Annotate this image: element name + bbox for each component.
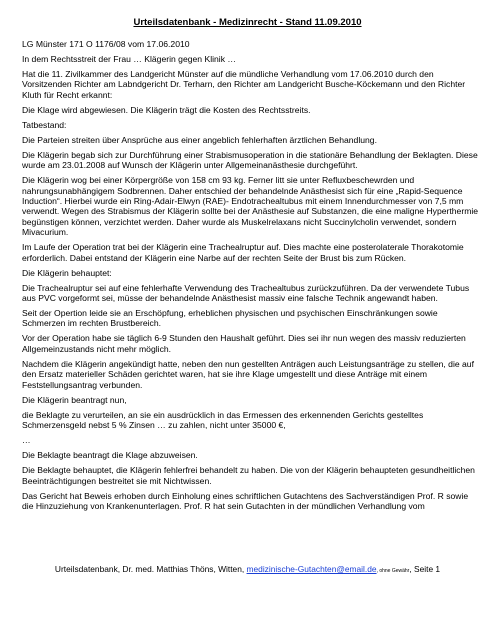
section-heading-tatbestand: Tatbestand: [22,119,67,130]
paragraph: Die Beklagte beantragt die Klage abzuweisen. [22,450,198,461]
paragraph: Die Klägerin beantragt nun, [22,394,127,405]
paragraph: Die Trachealruptur sei auf eine fehlerhafte Verwendung des Trachealtubus zurückzuführen. Da der verwendete Tubus aus PVC vorgeformt sei, müsse der behandelnde Anästhesist massiv eine falsche Technik angewandt haben. [22,282,470,304]
paragraph: Die Beklagte behauptet, die Klägerin fehlerfrei behandelt zu haben. Die von der Klägerin behaupteten gesundheitlichen Beeinträchtigungen bestreitet sie mit Nichtwissen. [22,465,475,486]
page-footer [0,564,495,574]
paragraph: Die Klägerin wog bei einer Körpergröße von 158 cm 93 kg. Ferner litt sie unter Refluxbeschewrden und nahrungsunabhängigem Sodbrennen. Daher entschied der behandelnde Anästhesist sich für eine „Rapid-Sequence Induction“. Hierbei wurde ein Ring-Adair-Elwyn (RAE)- Endotrachealtubus mit einem Innendurchmesser von 7,5 mm verwendt. Wegen des Strabismus der Klägerin sollte bei der Anästhesie auf Substanzen, die eine maligne Hyperthermie begünstigen können, verzichtet werden. Daher wurde als Muskelrelaxans nicht Succinylcholin verwendet, sondern Mivacurium. [22,175,479,238]
footer-disclaimer: , ohne Gewähr [376,568,410,574]
paragraph: Die Klägerin begab sich zur Durchführung einer Strabismusoperation in die stationäre Behandlung der Beklagten. Diese wurde am 23.01.2008 auf Wunsch der Klägerin unter Allgemeinanästhesie durchgeführt. [22,149,478,171]
paragraph: Vor der Operation habe sie täglich 6-9 Stunden den Haushalt geführt. Dies sei ihr nun wegen des massiv reduzierten Allgemeinzustands nicht mehr möglich. [22,333,466,354]
paragraph: Seit der Opertion leide sie an Erschöpfung, erheblichen physischen und psychischen Einschränkungen sowie Schmerzen im rechten Brustbereich. [22,308,438,329]
footer-text: Urteilsdatenbank, Dr. med. Matthias Thöns, Witten, [54,564,247,574]
footer-email-link[interactable]: medizinische-Gutachten@email.de [246,564,377,574]
document-header: Urteilsdatenbank - Medizinrecht - Stand 11.09.2010 [133,17,362,28]
paragraph: Im Laufe der Operation trat bei der Klägerin eine Trachealruptur auf. Dies machte eine posterolaterale Thorakotomie erforderlich. Dabei entstand der Klägerin eine Narbe auf der rechten Seite der Brust bis zum Rücken. [22,242,464,263]
paragraph: Nachdem die Klägerin angekündigt hatte, neben den nun gestellten Anträgen auch Leistungsanträge zu stellen, die auf den Ersatz materieller Schäden gerichtet waren, hat sie ihre Klage umgestellt und diese Anträge mit einem Feststellungsantrag verbunden. [22,358,474,390]
court-composition: Hat die 11. Zivilkammer des Landgericht Münster auf die mündliche Verhandlung vom 17.06.2010 durch den Vorsitzenden Richter am Labndgericht Dr. Terharn, den Richter am Landgericht Busche-Köckemann und den Richter Kluth für Recht erkannt: [22,69,466,100]
document-body [22,39,480,516]
verdict: Die Klage wird abgewiesen. Die Klägerin trägt die Kosten des Rechtsstreits. [22,104,311,115]
paragraph: die Beklagte zu verurteilen, an sie ein ausdrücklich in das Ermessen des erkennenden Gerichts gestelltes Schmerzensgeld nebst 5 % Zinsen … zu zahlen, nicht unter 35000 €, [22,409,424,431]
paragraph: Die Klägerin behauptet: [22,267,112,278]
footer-page-number: , Seite 1 [409,564,441,574]
case-reference: LG Münster 171 O 1176/08 vom 17.06.2010 [22,39,190,49]
paragraph: Das Gericht hat Beweis erhoben durch Einholung eines schriftlichen Gutachtens des Sachverständigen Prof. R sowie die Hinzuziehung von Krankenunterlagen. Prof. R hat sein Gutachten in der mündlichen Verhandlung vom [22,490,469,511]
parties-line: In dem Rechtsstreit der Frau … Klägerin gegen Klinik … [22,54,236,64]
ellipsis: … [22,435,31,446]
paragraph: Die Parteien streiten über Ansprüche aus einer angeblich fehlerhaften ärztlichen Behandlung. [22,134,377,145]
